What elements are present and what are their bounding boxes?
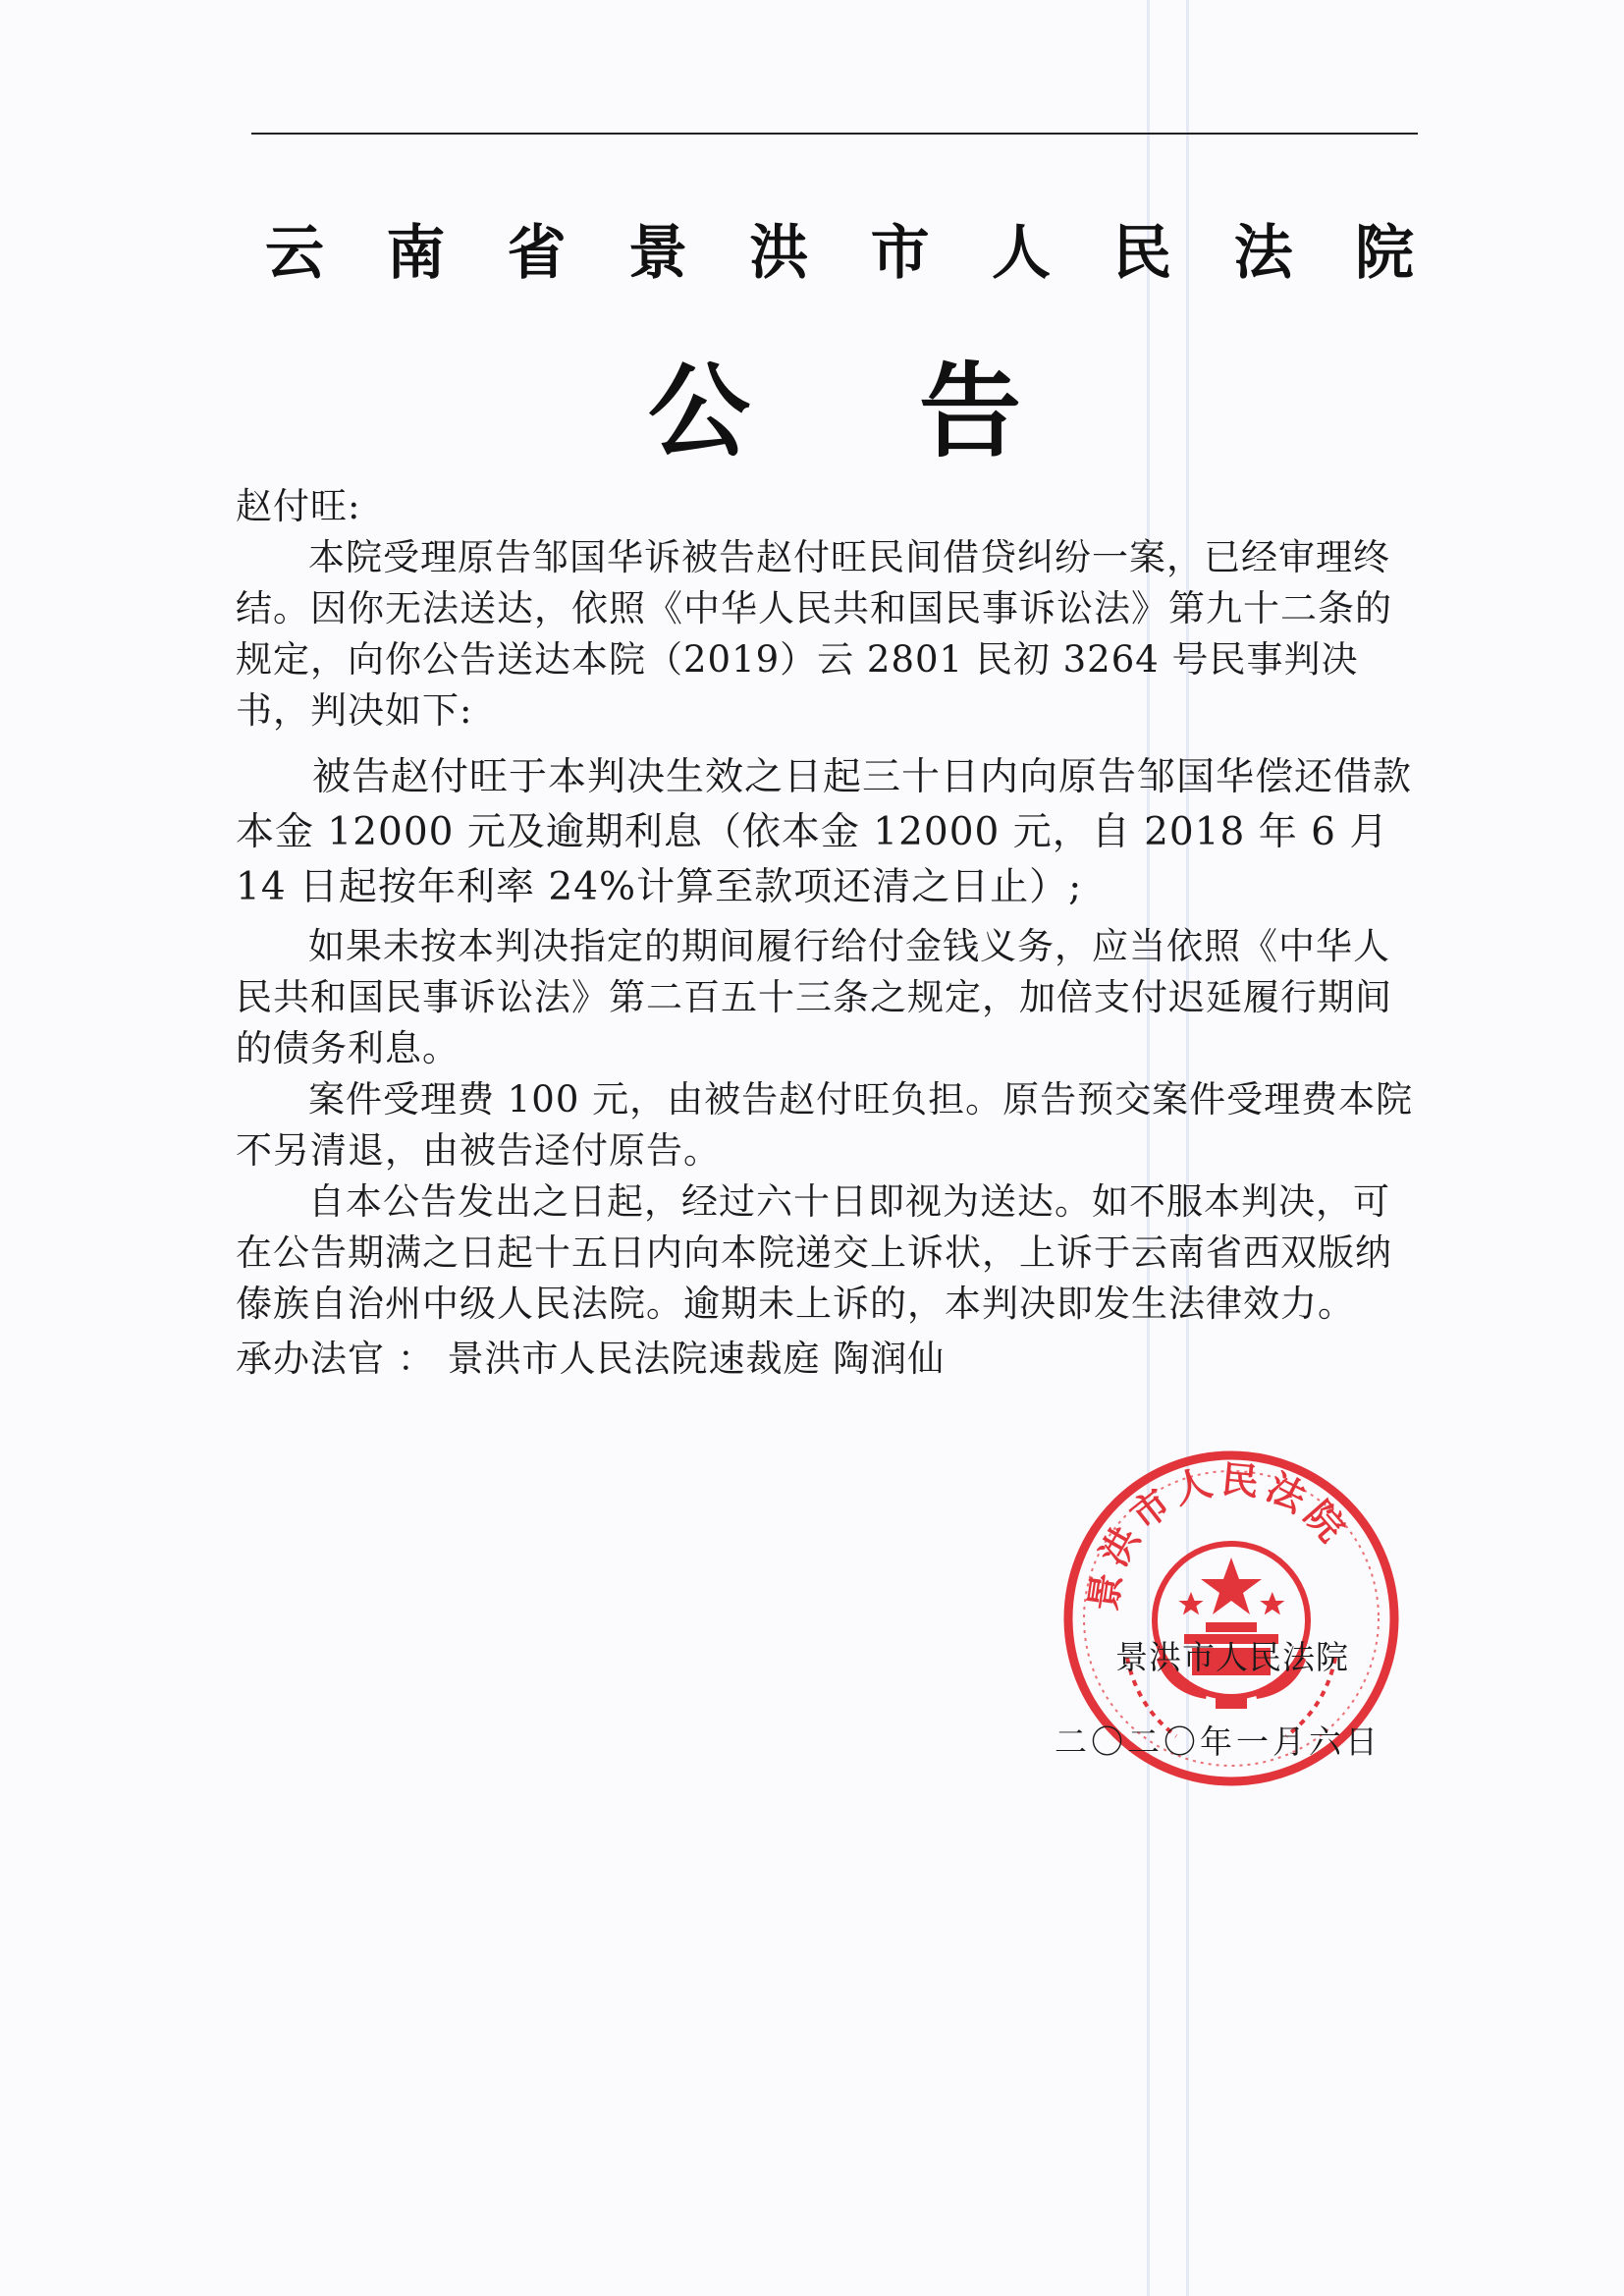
- title-char: 告: [918, 352, 1021, 471]
- court-name-char: 人: [991, 219, 1051, 288]
- court-name-char: 景: [627, 219, 687, 288]
- issue-date: 二〇二〇年一月六日: [1055, 1722, 1381, 1761]
- court-name-char: 民: [1112, 219, 1172, 288]
- issuing-court: 景洪市人民法院: [1115, 1638, 1349, 1676]
- court-name-char: 市: [870, 219, 930, 288]
- court-name-char: 云: [265, 219, 324, 288]
- court-name-char: 法: [1233, 219, 1293, 288]
- notice-body: [236, 481, 1414, 1385]
- document-title: [648, 329, 1021, 476]
- paragraph-case-fee: 案件受理费 100 元，由被告赵付旺负担。原告预交案件受理费本院不另清退，由被告迳付原告。: [236, 1078, 1414, 1172]
- court-name-char: 院: [1354, 219, 1414, 288]
- court-name-char: 南: [386, 219, 446, 288]
- seal-text: 景洪市人民法院: [1080, 1456, 1358, 1613]
- header-rule: [251, 133, 1418, 135]
- court-name-heading: [265, 206, 1414, 291]
- paragraph-service-appeal: 自本公告发出之日起，经过六十日即视为送达。如不服本判决，可在公告期满之日起十五日内向本院递交上诉状，上诉于云南省西双版纳傣族自治州中级人民法院。逾期未上诉的，本判决即发生法律效力。: [236, 1180, 1392, 1325]
- paragraph-judgment: 被告赵付旺于本判决生效之日起三十日内向原告邹国华偿还借款本金 12000 元及逾期利息（依本金 12000 元，自 2018 年 6 月 14 日起按年利率 24%计算至款项还清之日止）;: [236, 755, 1413, 909]
- court-name-char: 洪: [749, 219, 809, 288]
- paragraph-case-intro: 本院受理原告邹国华诉被告赵付旺民间借贷纠纷一案，已经审理终结。因你无法送达，依照《中华人民共和国民事诉讼法》第九十二条的规定，向你公告送达本院（2019）云 2801 民初 3264 号民事判决书，判决如下:: [236, 536, 1392, 732]
- presiding-judge: 承办法官 ： 景洪市人民法院速裁庭 陶润仙: [236, 1338, 946, 1380]
- addressee: 赵付旺:: [236, 485, 361, 527]
- paragraph-late-payment: 如果未按本判决指定的期间履行给付金钱义务，应当依照《中华人民共和国民事诉讼法》第二百五十三条之规定，加倍支付迟延履行期间的债务利息。: [236, 925, 1392, 1069]
- court-name-char: 省: [507, 219, 567, 288]
- national-emblem-icon: [1155, 1544, 1308, 1709]
- title-char: 公: [648, 352, 751, 471]
